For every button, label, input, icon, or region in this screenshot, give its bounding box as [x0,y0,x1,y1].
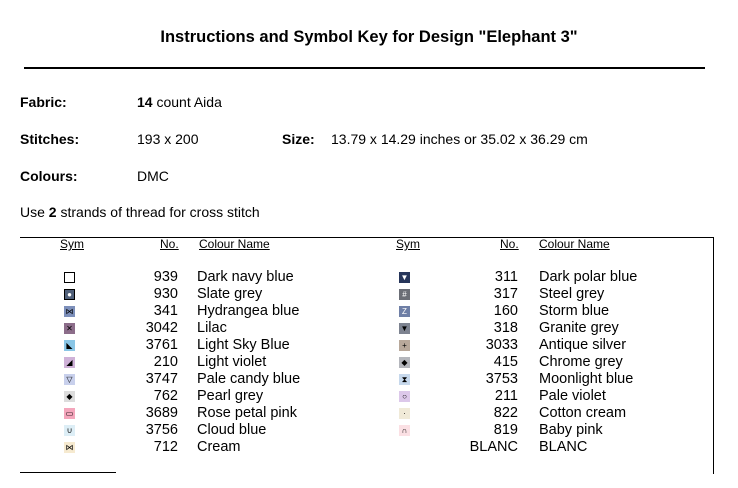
key-row-right [0,388,738,405]
key-bottom-rule [20,472,116,473]
dmc-number: 311 [494,269,518,285]
plus-icon: + [399,340,410,351]
colour-name: Pale candy blue [197,371,301,387]
dmc-number: 762 [153,388,178,404]
hash-icon: # [399,289,410,300]
z-letter-icon: Z [399,306,410,317]
strands-instruction [20,204,260,220]
header-no-left: No. [160,237,179,251]
diamond-filled-icon: ◆ [399,357,410,368]
colour-name: Rose petal pink [197,405,297,421]
dmc-number: BLANC [469,439,518,455]
dmc-number: 3033 [485,337,518,353]
triangle-corner-icon: ◣ [64,340,75,351]
colour-name: Dark navy blue [197,269,294,285]
colour-name: Storm blue [539,303,610,319]
dmc-number: 930 [153,286,178,302]
dmc-number: 341 [153,303,178,319]
size-value: 13.79 x 14.29 inches or 35.02 x 36.29 cm [331,131,588,147]
colour-name: Lilac [197,320,227,336]
colour-name: Cream [197,439,241,455]
hourglass-icon: ⧗ [399,374,410,385]
header-name-left: Colour Name [199,237,270,251]
bowtie-icon: ⋈ [65,442,74,452]
page-title: Instructions and Symbol Key for Design "Elephant 3" [160,28,578,46]
diamond-icon: ◆ [64,391,75,402]
colour-name: Chrome grey [539,354,623,370]
dmc-number: 317 [493,286,518,302]
strands-count: 2 [48,204,57,220]
size-label: Size: [282,131,315,147]
dmc-number: 3042 [145,320,178,336]
strands-prefix: Use [20,204,45,220]
header-no-right: No. [500,237,519,251]
fabric-count: 14 [137,94,153,110]
triangle-down-icon: ▽ [64,374,75,385]
x-cross-icon: ✕ [64,323,75,334]
fabric-value [137,94,222,110]
colour-name: Slate grey [197,286,263,302]
dmc-number: 3753 [485,371,518,387]
key-row-right [0,439,738,456]
colours-label: Colours: [20,168,78,184]
title-divider [24,67,705,69]
dmc-number: 318 [493,320,518,336]
dmc-number: 819 [493,422,518,438]
colours-value: DMC [137,168,169,184]
dmc-number: 3689 [145,405,178,421]
dmc-number: 160 [493,303,518,319]
key-row-right [0,303,738,320]
colour-name: Light violet [197,354,267,370]
dmc-number: 210 [153,354,178,370]
colour-name: Light Sky Blue [197,337,290,353]
colour-name: Pearl grey [197,388,264,404]
colour-name: Granite grey [539,320,619,336]
colour-name: Hydrangea blue [197,303,300,319]
header-sym-left: Sym [60,237,84,251]
dmc-number: 3756 [145,422,178,438]
colour-name: Moonlight blue [539,371,634,387]
stitches-label: Stitches: [20,131,80,147]
dmc-number: 712 [153,439,178,455]
blank-swatch-icon [399,442,410,453]
colour-name: Cotton cream [539,405,627,421]
dmc-number: 939 [153,269,178,285]
dot-icon: · [399,408,410,419]
colour-name: Pale violet [539,388,606,404]
circle-icon: ● [64,289,75,300]
dmc-number: 3761 [145,337,178,353]
header-name-right: Colour Name [539,237,610,251]
key-row-right [0,337,738,354]
key-row-right [0,320,738,337]
fabric-label: Fabric: [20,94,67,110]
header-sym-right: Sym [396,237,420,251]
colour-name: Antique silver [539,337,627,353]
fabric-type: count Aida [156,94,222,110]
colour-name: Cloud blue [197,422,267,438]
colour-name: Steel grey [539,286,605,302]
bowtie-icon: ⋈ [65,306,74,316]
colour-name: Dark polar blue [539,269,638,285]
colour-name: BLANC [539,439,588,455]
key-row-right [0,371,738,388]
dmc-number: 415 [493,354,518,370]
rectangle-icon: ▭ [65,408,74,418]
stitches-value: 193 x 200 [137,131,199,147]
shield-icon: ▼ [400,272,409,282]
key-row-right [0,405,738,422]
key-row-right [0,286,738,303]
colour-name: Baby pink [539,422,603,438]
triangle-fill-icon: ◢ [64,357,75,368]
strands-suffix: strands of thread for cross stitch [60,204,260,220]
dmc-number: 211 [494,388,518,404]
dmc-number: 822 [493,405,518,421]
key-row-right [0,269,738,286]
cup-icon: ∪ [64,425,75,436]
triangle-down-filled-icon: ▼ [400,323,409,333]
dmc-number: 3747 [145,371,178,387]
circle-outline-icon: ○ [399,391,410,402]
arch-icon: ∩ [399,425,410,436]
key-row-right [0,422,738,439]
key-row-right [0,354,738,371]
